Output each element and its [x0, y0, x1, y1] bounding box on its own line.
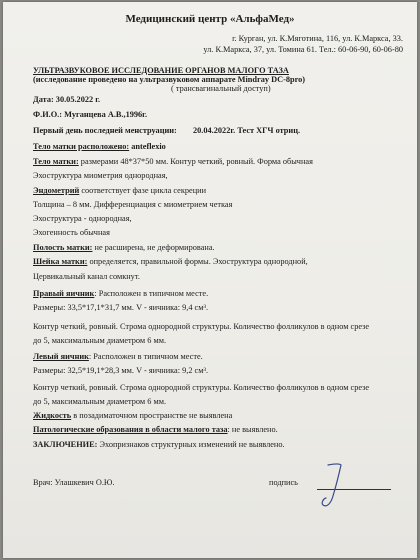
- conclusion-label: ЗАКЛЮЧЕНИЕ:: [33, 440, 98, 449]
- endometrium-echo: Эхоструктура - однородная,: [33, 214, 132, 223]
- right-ovary-position: : Расположен в типичном месте.: [94, 289, 209, 298]
- exam-title: УЛЬТРАЗВУКОВОЕ ИССЛЕДОВАНИЕ ОРГАНОВ МАЛОГО ТАЗА: [33, 66, 289, 75]
- uterus-position-label: Тело матки расположено:: [33, 142, 130, 151]
- lmp-value: 20.04.2022г. Тест ХГЧ отриц.: [193, 126, 301, 135]
- doctor-name: Врач: Улашкевич О.Ю.: [33, 478, 115, 487]
- document-page: [3, 2, 417, 558]
- cervix-text: определяется, правильной формы. Эхоструктура однородной,: [87, 257, 308, 266]
- left-ovary-size: Размеры: 32,5*19,1*28,3 мм. V - яичника: 9,2 см³.: [33, 366, 209, 375]
- left-ovary-label: Левый яичник: [33, 352, 89, 361]
- signature-label: подпись: [269, 478, 298, 487]
- conclusion: [33, 440, 285, 450]
- endometrium-text: соответствует фазе цикла секреции: [79, 186, 207, 195]
- cervix-label: Шейка матки:: [33, 257, 88, 266]
- lmp-label: Первый день последней менструации:: [33, 126, 177, 135]
- right-ovary-description: Контур четкий, ровный. Строма однородной структуры. Количество фолликулов в одном срезе: [33, 322, 370, 331]
- cavity-label: Полость матки:: [33, 243, 93, 252]
- myometrium-echo: Эхоструктура миометрия однородная,: [33, 171, 168, 180]
- pathology-text: : не выявлено.: [227, 425, 278, 434]
- cervix: [33, 257, 308, 267]
- uterus-position-value: anteflexio: [129, 142, 166, 151]
- fluid-text: в позадиматочном пространстве не выявлена: [71, 411, 233, 420]
- uterus-body-text: размерами 48*37*50 мм. Контур четкий, ровный. Форма обычная: [78, 157, 313, 166]
- uterus-body: [33, 157, 313, 167]
- echogenicity: Эхогенность обычная: [33, 228, 110, 237]
- pathology-label: Патологические образования в области малого таза: [33, 425, 228, 434]
- right-ovary-follicles: до 5, максимальным диаметром 6 мм.: [33, 336, 167, 345]
- endometrium-thickness: Толщина – 8 мм. Дифференциация с миометрием четкая: [33, 200, 233, 209]
- endometrium-label: Эндометрий: [33, 186, 80, 195]
- uterus-position: [33, 142, 166, 152]
- access-note: ( трансвагинальный доступ): [171, 84, 271, 93]
- address-line-2: ул. К.Маркса, 37, ул. Томина 61. Тел.: 60-06-90, 60-06-80: [203, 45, 403, 54]
- cervical-canal: Цервикальный канал сомкнут.: [33, 272, 140, 281]
- right-ovary: [33, 289, 208, 299]
- uterine-cavity: [33, 243, 215, 253]
- endometrium: [33, 186, 206, 196]
- left-ovary-position: : Расположен в типичном месте.: [88, 352, 203, 361]
- left-ovary-description: Контур четкий, ровный. Строма однородной структуры. Количество фолликулов в одном срезе: [33, 383, 370, 392]
- conclusion-text: Эхопризнаков структурных изменений не выявлено.: [97, 440, 285, 449]
- right-ovary-label: Правый яичник: [33, 289, 95, 298]
- exam-date: Дата: 30.05.2022 г.: [33, 95, 101, 104]
- pelvic-pathology: [33, 425, 278, 435]
- device-note: (исследование проведено на ультразвуковом аппарате Mindray DC-8pro): [33, 75, 306, 84]
- uterus-body-label: Тело матки:: [33, 157, 79, 166]
- cavity-text: не расширена, не деформирована.: [92, 243, 215, 252]
- fluid-label: Жидкость: [33, 411, 72, 420]
- clinic-name: Медицинский центр «АльфаМед»: [125, 13, 295, 25]
- left-ovary: [33, 352, 203, 362]
- left-ovary-follicles: до 5, максимальным диаметром 6 мм.: [33, 397, 167, 406]
- right-ovary-size: Размеры: 33,5*17,1*31,7 мм. V - яичника: 9,4 см³.: [33, 303, 209, 312]
- address-line-1: г. Курган, ул. К.Мяготина, 116, ул. К.Маркса, 33.: [232, 34, 403, 43]
- free-fluid: [33, 411, 232, 421]
- patient-name: Ф.И.О.: Муганцева А.В.,1996г.: [33, 110, 148, 119]
- handwritten-signature: [319, 462, 349, 510]
